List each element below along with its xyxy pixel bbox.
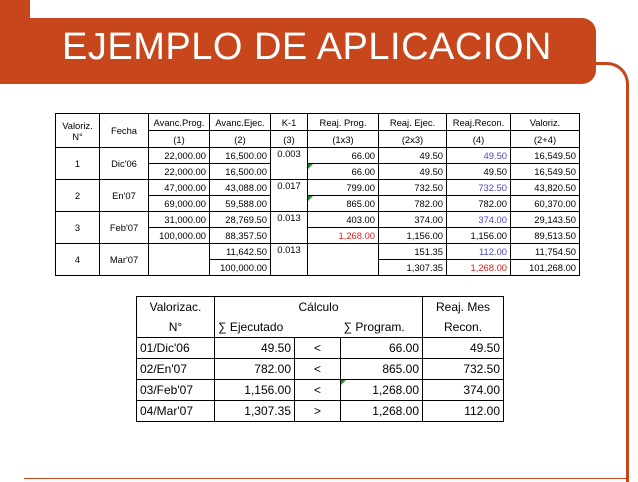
summary-row — [137, 359, 504, 380]
header-reaj-ejec-sub: (2x3) — [379, 131, 447, 148]
valoriz-number: 3 — [56, 212, 100, 244]
summary-header-calculo: Cálculo — [215, 297, 423, 318]
header-k1-sub: (3) — [271, 131, 308, 148]
summary-row — [137, 338, 504, 359]
summary-header-ejecutado: ∑ Ejecutado — [215, 317, 295, 338]
reaj-prog-cell — [308, 244, 379, 260]
valoriz-cell: 101,268.00 — [511, 260, 580, 276]
avanc-ejec-cell: 16,500.00 — [210, 148, 271, 164]
summary-recon-cell: 112.00 — [423, 401, 504, 422]
header-valoriz-total-sub: (2+4) — [511, 131, 580, 148]
valorization-table — [55, 113, 580, 276]
summary-row — [137, 401, 504, 422]
valoriz-cell: 29,143.50 — [511, 212, 580, 228]
summary-table — [136, 296, 504, 422]
reaj-prog-cell: 799.00 — [308, 180, 379, 196]
reaj-ejec-cell: 374.00 — [379, 212, 447, 228]
avanc-prog-cell: 100,000.00 — [149, 228, 210, 244]
reaj-prog-cell: 865.00 — [308, 196, 379, 212]
valoriz-cell: 16,549.50 — [511, 164, 580, 180]
k1-cell: 0.013 — [271, 244, 308, 276]
avanc-prog-cell: 22,000.00 — [149, 164, 210, 180]
reaj-ejec-cell: 732.50 — [379, 180, 447, 196]
header-valoriz-line2: N° — [72, 130, 83, 142]
reaj-recon-cell: 732.50 — [447, 180, 511, 196]
summary-ejecutado-cell: 49.50 — [215, 338, 295, 359]
reaj-prog-cell — [308, 260, 379, 276]
summary-row — [137, 380, 504, 401]
header-avanc-prog: Avanc.Prog. — [149, 114, 210, 131]
header-avanc-prog-sub: (1) — [149, 131, 210, 148]
reaj-recon-cell: 782.00 — [447, 196, 511, 212]
summary-program-cell: 865.00 — [341, 359, 423, 380]
header-reaj-prog-sub: (1x3) — [308, 131, 379, 148]
valoriz-number: 2 — [56, 180, 100, 212]
summary-periodo-cell: 02/En'07 — [137, 359, 215, 380]
valoriz-cell: 60,370.00 — [511, 196, 580, 212]
valoriz-number: 4 — [56, 244, 100, 276]
slide-title: EJEMPLO DE APLICACION — [62, 26, 552, 68]
reaj-ejec-cell: 782.00 — [379, 196, 447, 212]
summary-header-spacer — [295, 317, 341, 338]
header-avanc-ejec-sub: (2) — [210, 131, 271, 148]
reaj-recon-cell: 49.50 — [447, 148, 511, 164]
reaj-prog-cell: 403.00 — [308, 212, 379, 228]
reaj-ejec-cell: 49.50 — [379, 148, 447, 164]
reaj-recon-cell: 374.00 — [447, 212, 511, 228]
reaj-ejec-cell: 1,307.35 — [379, 260, 447, 276]
header-reaj-ejec: Reaj. Ejec. — [379, 114, 447, 131]
avanc-ejec-cell: 11,642.50 — [210, 244, 271, 260]
header-valoriz-line1: Valoriz. — [62, 119, 93, 131]
summary-header-reaj-mes: Reaj. Mes — [423, 297, 504, 318]
avanc-ejec-cell: 59,588.00 — [210, 196, 271, 212]
summary-recon-cell: 732.50 — [423, 359, 504, 380]
summary-recon-cell: 374.00 — [423, 380, 504, 401]
summary-header-recon: Recon. — [423, 317, 504, 338]
reaj-recon-cell: 112.00 — [447, 244, 511, 260]
reaj-ejec-cell: 1,156.00 — [379, 228, 447, 244]
reaj-recon-cell: 1,156.00 — [447, 228, 511, 244]
fecha-cell: Feb'07 — [100, 212, 149, 244]
summary-periodo-cell: 03/Feb'07 — [137, 380, 215, 401]
avanc-ejec-cell: 100,000.00 — [210, 260, 271, 276]
avanc-ejec-cell: 43,088.00 — [210, 180, 271, 196]
summary-header-row-2 — [137, 317, 504, 338]
decorative-frame-line — [596, 62, 629, 482]
fecha-cell: Dic'06 — [100, 148, 149, 180]
valoriz-cell: 11,754.50 — [511, 244, 580, 260]
table-row — [56, 148, 580, 164]
summary-ejecutado-cell: 1,307.35 — [215, 401, 295, 422]
header-reaj-recon: Reaj.Recon. — [447, 114, 511, 131]
header-row-1 — [56, 114, 580, 131]
summary-header-row-1 — [137, 297, 504, 318]
summary-operator-cell: < — [295, 380, 341, 401]
avanc-ejec-cell: 16,500.00 — [210, 164, 271, 180]
header-valoriz — [56, 114, 100, 148]
valoriz-cell: 16,549.50 — [511, 148, 580, 164]
summary-program-cell: 1,268.00 — [341, 401, 423, 422]
avanc-prog-cell: 47,000.00 — [149, 180, 210, 196]
summary-header-n: N° — [137, 317, 215, 338]
fecha-cell: Mar'07 — [100, 244, 149, 276]
header-fecha: Fecha — [100, 114, 149, 148]
avanc-ejec-cell: 88,357.50 — [210, 228, 271, 244]
summary-program-cell: 1,268.00 — [341, 380, 423, 401]
avanc-prog-cell — [149, 244, 210, 260]
header-reaj-prog: Reaj. Prog. — [308, 114, 379, 131]
table-row — [56, 244, 580, 260]
summary-recon-cell: 49.50 — [423, 338, 504, 359]
table-row — [56, 212, 580, 228]
avanc-ejec-cell: 28,769.50 — [210, 212, 271, 228]
header-avanc-ejec: Avanc.Ejec. — [210, 114, 271, 131]
k1-cell: 0.003 — [271, 148, 308, 180]
reaj-prog-cell: 66.00 — [308, 148, 379, 164]
fecha-cell: En'07 — [100, 180, 149, 212]
summary-operator-cell: > — [295, 401, 341, 422]
header-k1: K-1 — [271, 114, 308, 131]
valoriz-cell: 89,513.50 — [511, 228, 580, 244]
k1-cell: 0.013 — [271, 212, 308, 244]
k1-cell: 0.017 — [271, 180, 308, 212]
summary-ejecutado-cell: 1,156.00 — [215, 380, 295, 401]
summary-operator-cell: < — [295, 338, 341, 359]
avanc-prog-cell: 31,000.00 — [149, 212, 210, 228]
reaj-prog-cell: 1,268.00 — [308, 228, 379, 244]
summary-periodo-cell: 01/Dic'06 — [137, 338, 215, 359]
reaj-recon-cell: 1,268.00 — [447, 260, 511, 276]
table-row — [56, 180, 580, 196]
header-reaj-recon-sub: (4) — [447, 131, 511, 148]
avanc-prog-cell: 69,000.00 — [149, 196, 210, 212]
reaj-prog-cell: 66.00 — [308, 164, 379, 180]
reaj-ejec-cell: 49.50 — [379, 164, 447, 180]
reaj-ejec-cell: 151.35 — [379, 244, 447, 260]
avanc-prog-cell — [149, 260, 210, 276]
summary-ejecutado-cell: 782.00 — [215, 359, 295, 380]
avanc-prog-cell: 22,000.00 — [149, 148, 210, 164]
reaj-recon-cell: 49.50 — [447, 164, 511, 180]
summary-periodo-cell: 04/Mar'07 — [137, 401, 215, 422]
summary-operator-cell: < — [295, 359, 341, 380]
summary-program-cell: 66.00 — [341, 338, 423, 359]
valoriz-cell: 43,820.50 — [511, 180, 580, 196]
header-valoriz-total: Valoriz. — [511, 114, 580, 131]
summary-header-valorizac: Valorizac. — [137, 297, 215, 318]
summary-header-program: ∑ Program. — [341, 317, 423, 338]
title-bar-edge — [0, 0, 30, 84]
valoriz-number: 1 — [56, 148, 100, 180]
